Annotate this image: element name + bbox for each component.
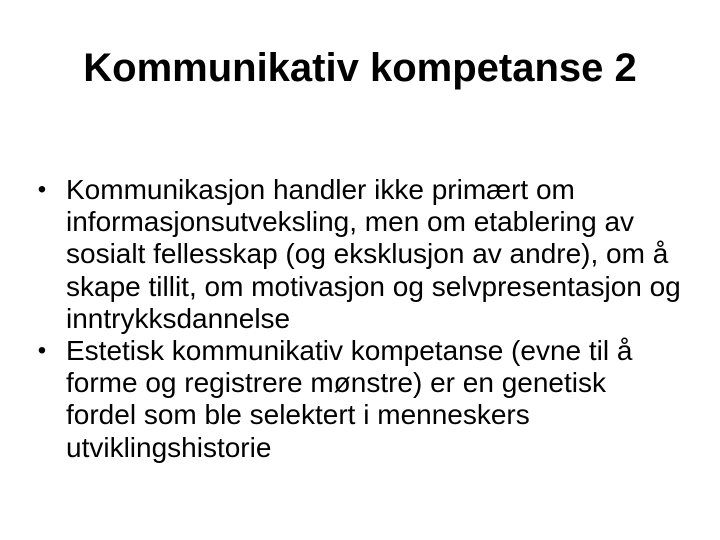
bullet-list	[32, 174, 682, 464]
bullet-icon: •	[37, 176, 47, 203]
bullet-icon: •	[37, 337, 47, 365]
bullet-item	[32, 174, 682, 335]
slide-title: Kommunikativ kompetanse 2	[83, 46, 637, 90]
bullet-text: Estetisk kommunikativ kompetanse (evne til å forme og registrere mønstre) er en genetisk fordel som ble selektert i menneskers utviklingshistorie	[66, 335, 633, 463]
bullet-item	[32, 335, 682, 464]
bullet-text: Kommunikasjon handler ikke primært om informasjonsutveksling, men om etablering av sosialt fellesskap (og eksklusjon av andre), om å skape tillit, om motivasjon og selvpresentasjon og inntrykksdannelse	[66, 174, 681, 334]
